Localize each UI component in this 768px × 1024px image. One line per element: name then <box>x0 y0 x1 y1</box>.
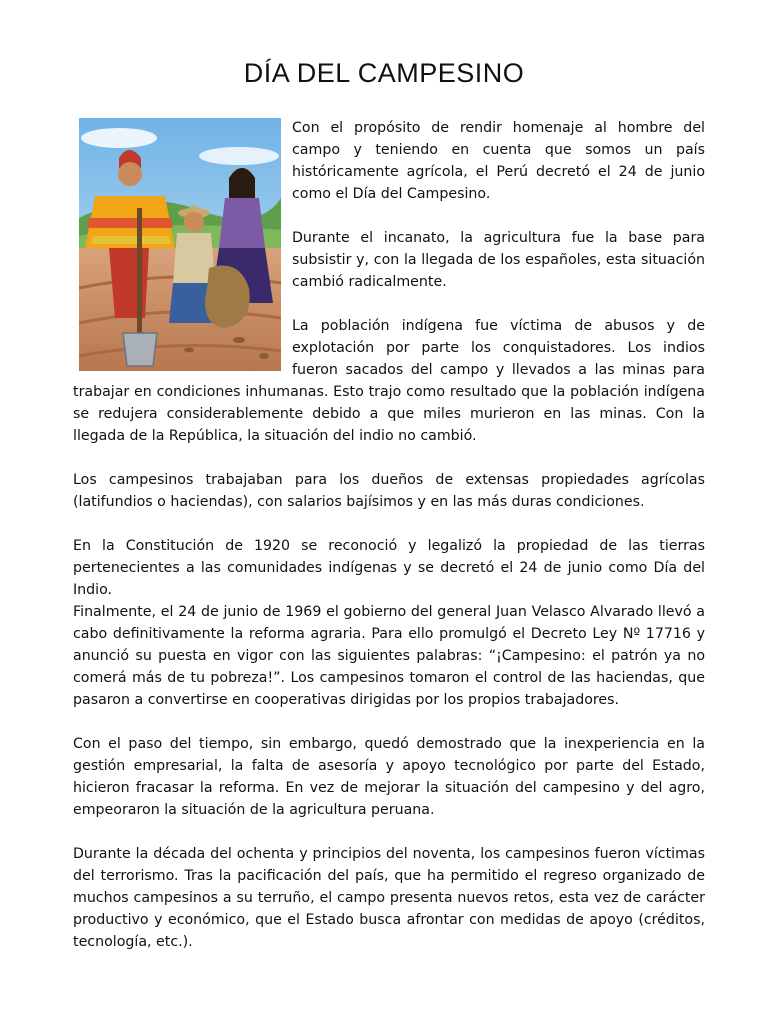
paragraph-text: . Los campesinos tomaron el control de las haciendas, que pasaron a convertirse en cooperativas dirigidas por los propios trabajadores. <box>73 670 705 708</box>
paragraph: Con el propósito de rendir homenaje al hombre del campo y teniendo en cuenta que somos un país históricamente agrícola, el Perú decretó el 24 de junio como el Día del Campesino. <box>292 120 705 202</box>
paragraph: En la Constitución de 1920 se reconoció y legalizó la propiedad de las tierras pertenecientes a las comunidades indígenas y se decretó el 24 de junio como Día del Indio. <box>73 538 705 598</box>
paragraph <box>73 601 705 711</box>
paragraph: Durante la década del ochenta y principios del noventa, los campesinos fueron víctimas del terrorismo. Tras la pacificación del país, que ha permitido el regreso organizado de muchos campesinos a su terruño, el campo presenta nuevos retos, esta vez de carácter productivo y económico, que el Estado busca afrontar con medidas de apoyo (créditos, tecnología, etc.). <box>73 846 705 950</box>
paragraph: Durante el incanato, la agricultura fue la base para subsistir y, con la llegada de los españoles, esta situación cambió radicalmente. <box>292 230 705 290</box>
image-float-spacer <box>73 117 292 381</box>
paragraph: Los campesinos trabajaban para los dueños de extensas propiedades agrícolas (latifundios o haciendas), con salarios bajísimos y en las más duras condiciones. <box>73 472 705 510</box>
quote: “¡Campesino: el patrón ya no comerá más de tu pobreza!” <box>73 648 706 686</box>
article-body <box>73 117 705 975</box>
paragraph: La población indígena fue víctima de abusos y de explotación por parte los conquistadores. Los indios fueron sacados del campo y llevados a las minas para trabajar en condiciones inhumanas. Esto trajo como resultado que la población indígena se redujera considerablemente debido a que miles murieron en las minas. Con la llegada de la República, la situación del indio no cambió. <box>73 318 705 444</box>
paragraph-text: Finalmente, el 24 de junio de 1969 el gobierno del general Juan Velasco Alvarado llevó a cabo definitivamente la reforma agraria. Para ello promulgó el Decreto Ley Nº 17716 y anunció su puesta en vigor con las siguientes palabras: <box>73 604 705 664</box>
page-title: DÍA DEL CAMPESINO <box>243 58 525 88</box>
paragraph: Con el paso del tiempo, sin embargo, quedó demostrado que la inexperiencia en la gestión empresarial, la falta de asesoría y apoyo tecnológico por parte del Estado, hicieron fracasar la reforma. En vez de mejorar la situación del campesino y del agro, empeoraron la situación de la agricultura peruana. <box>73 736 705 818</box>
